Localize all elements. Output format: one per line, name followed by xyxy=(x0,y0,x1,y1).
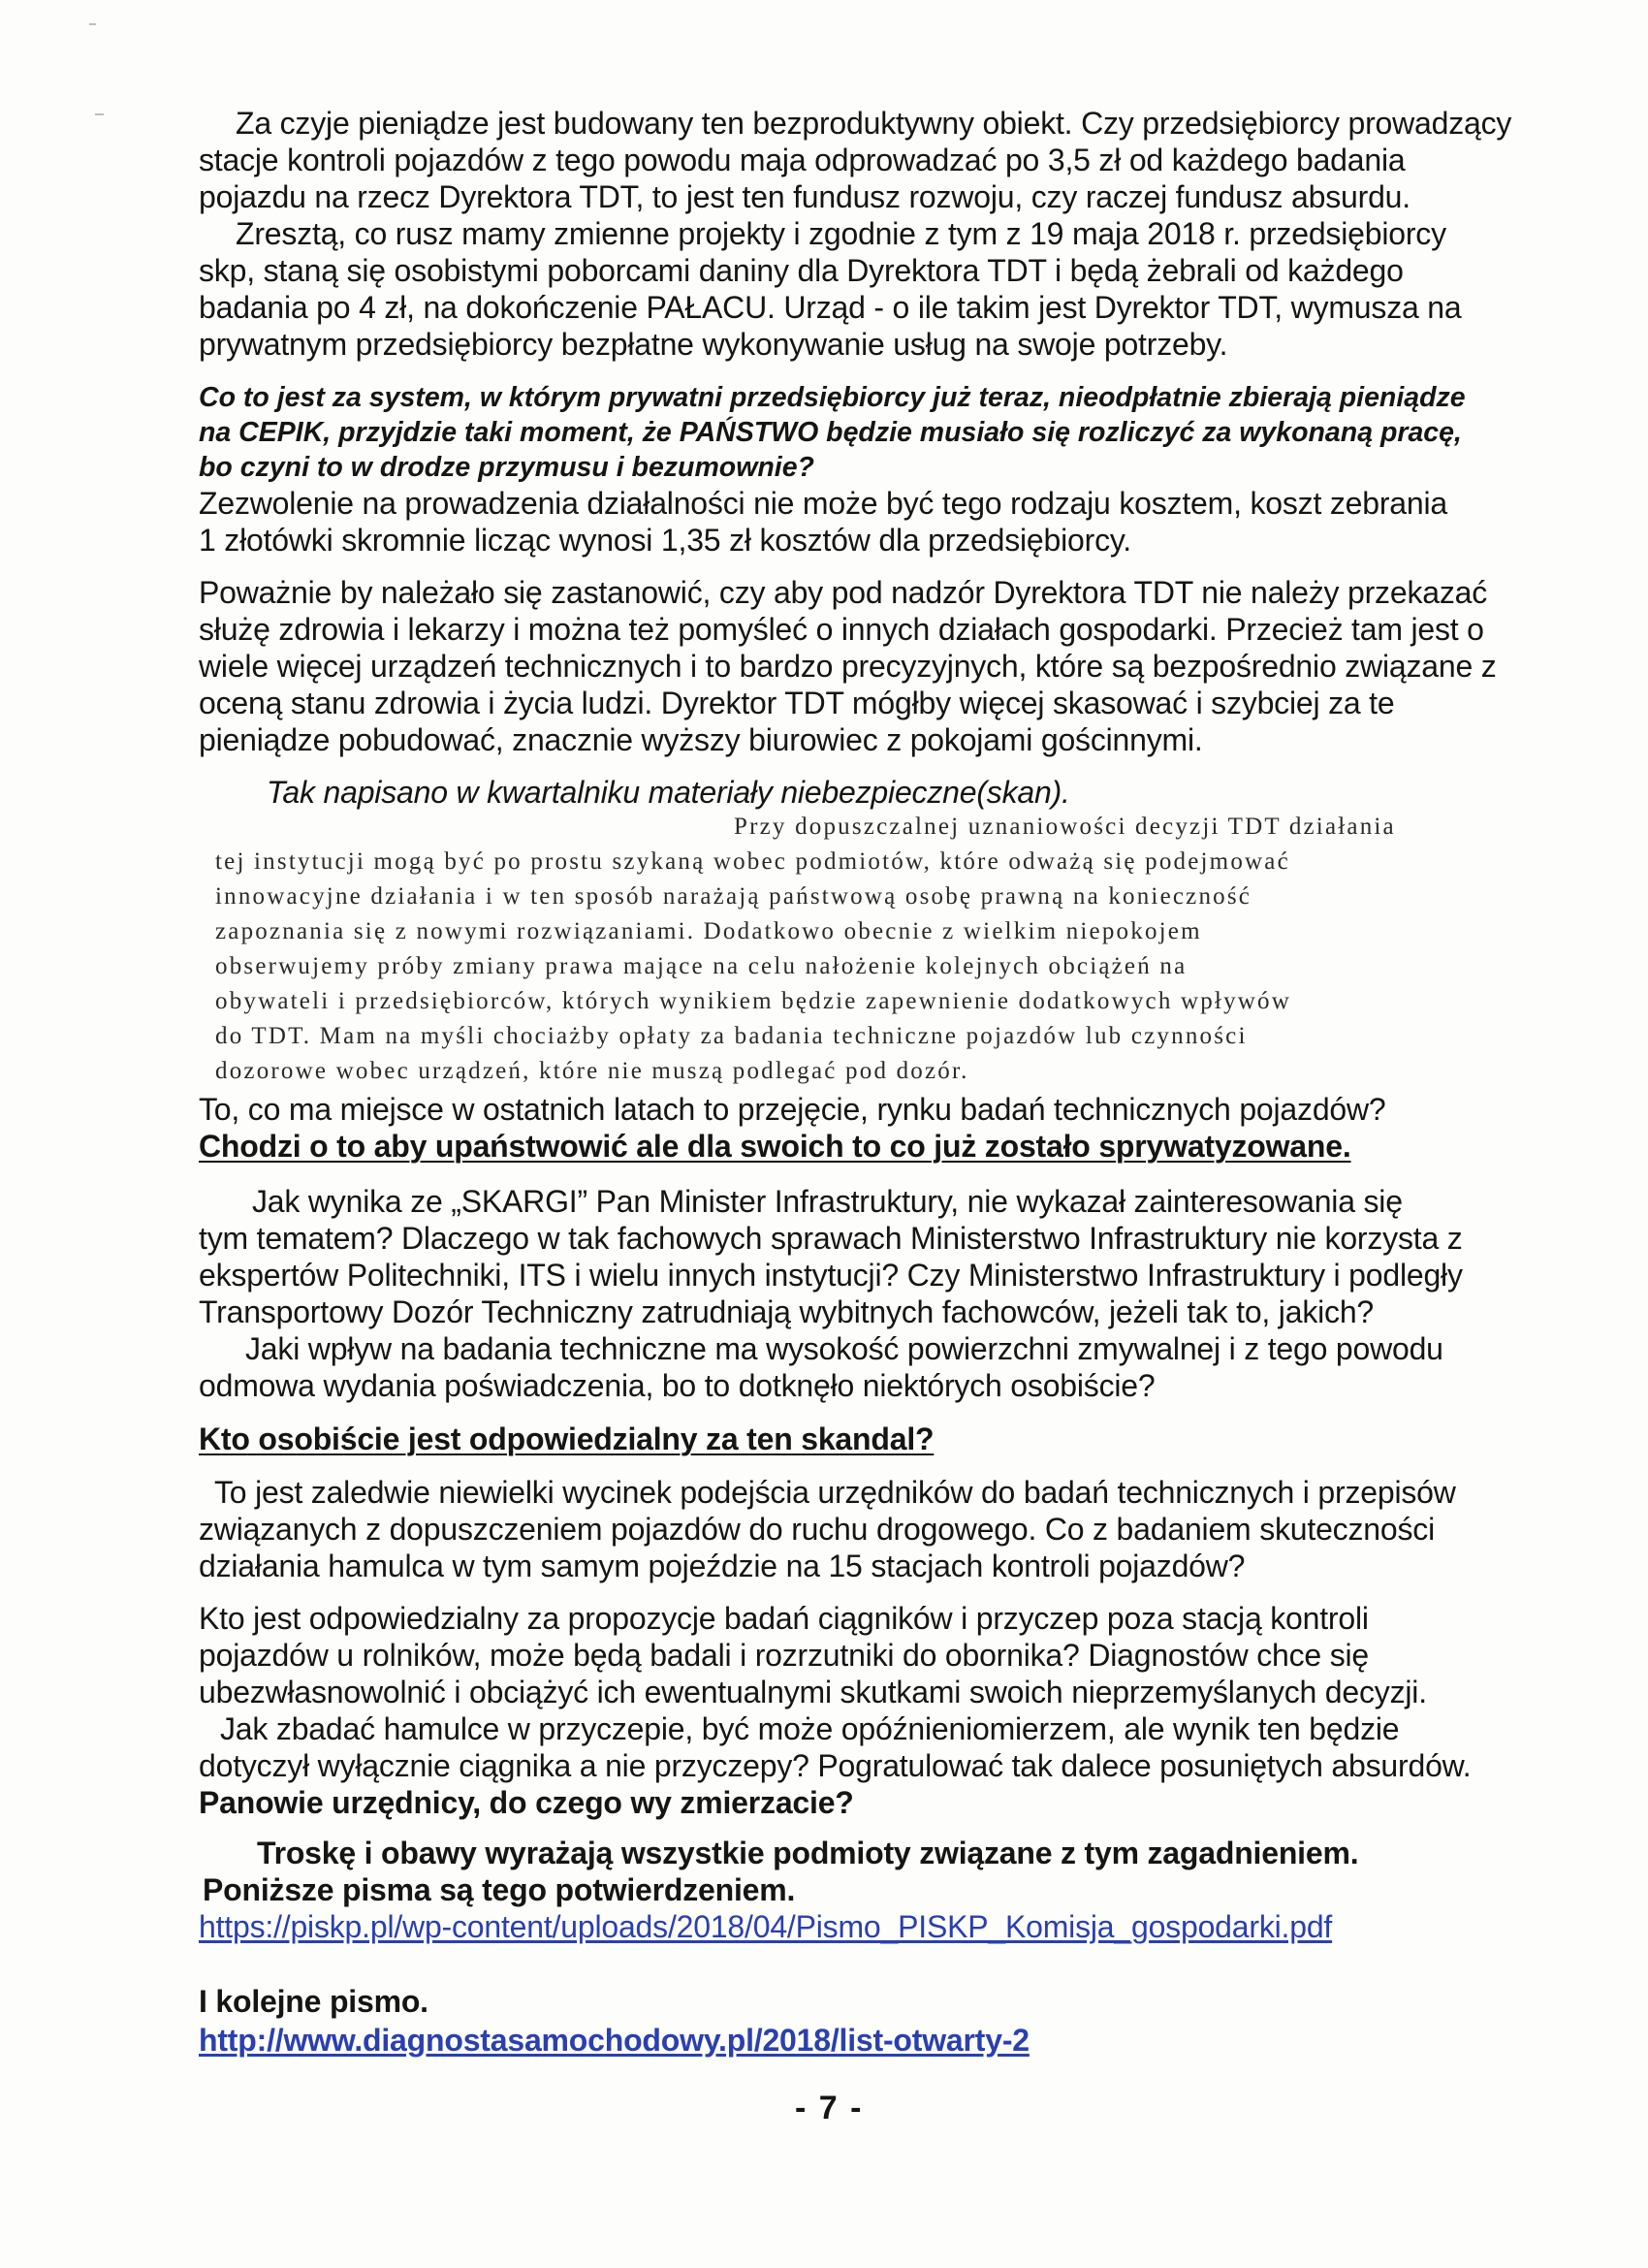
text-line: Jak wynika ze „SKARGI” Pan Minister Infrastruktury, nie wykazał zainteresowania się xyxy=(252,1184,1403,1219)
text-line: badania po 4 zł, na dokończenie PAŁACU. Urząd - o ile takim jest Dyrektor TDT, wymusza na xyxy=(199,290,1462,325)
text-line: działania hamulca w tym samym pojeździe na 15 stacjach kontroli pojazdów? xyxy=(199,1549,1246,1583)
paragraph-7 xyxy=(199,1183,1575,1330)
text-line: ekspertów Politechniki, ITS i wielu innych instytucji? Czy Ministerstwo Infrastruktury i podległy xyxy=(199,1258,1463,1293)
underlined-heading: Kto osobiście jest odpowiedzialny za ten skandal? xyxy=(199,1421,935,1456)
page-number: - 7 - xyxy=(795,2090,864,2126)
text-line: ubezwłasnowolnić i obciążyć ich ewentualnymi skutkami swoich nieprzemyślanych decyzji. xyxy=(199,1675,1427,1709)
paragraph-4 xyxy=(199,485,1575,559)
text-line: To, co ma miejsce w ostatnich latach to przejęcie, rynku badań technicznych pojazdów? xyxy=(199,1092,1386,1127)
text-line: prywatnym przedsiębiorcy bezpłatne wykonywanie usług na swoje potrzeby. xyxy=(199,327,1228,362)
paragraph-8 xyxy=(199,1330,1575,1404)
text-line: na CEPIK, przyjdzie taki moment, że PAŃSTWO będzie musiało się rozliczyć za wykonaną pracę, xyxy=(199,417,1462,448)
scan-speck xyxy=(89,23,96,25)
text-line: Troskę i obawy wyrażają wszystkie podmioty związane z tym zagadnieniem. xyxy=(257,1836,1359,1870)
scan-line: zapoznania się z nowymi rozwiązaniami. Dodatkowo obecnie z wielkim niepokojem xyxy=(215,918,1202,944)
scan-speck xyxy=(95,113,104,115)
text-line: skp, staną się osobistymi poborcami daniny dla Dyrektora TDT i będą żebrali od każdego xyxy=(199,253,1404,288)
scan-line: tej instytucji mogą być po prostu szykaną wobec podmiotów, które odważą się podejmować xyxy=(215,848,1290,875)
text-line: 1 złotówki skromnie licząc wynosi 1,35 zł kosztów dla przedsiębiorcy. xyxy=(199,523,1131,558)
text-line: To jest zaledwie niewielki wycinek podejścia urzędników do badań technicznych i przepisów xyxy=(214,1475,1456,1510)
text-line: związanych z dopuszczeniem pojazdów do ruchu drogowego. Co z badaniem skuteczności xyxy=(199,1512,1435,1547)
scan-line: dozorowe wobec urządzeń, które nie muszą podlegać pod dozór. xyxy=(215,1058,969,1084)
scan-line: obserwujemy próby zmiany prawa mające na celu nałożenie kolejnych obciążeń na xyxy=(215,953,1188,979)
scan-line: innowacyjne działania i w ten sposób narażają państwową osobę prawną na konieczność xyxy=(215,883,1252,910)
text-line: Jaki wpływ na badania techniczne ma wysokość powierzchni zmywalnej i z tego powodu xyxy=(245,1331,1443,1366)
text-line: oceną stanu zdrowia i życia ludzi. Dyrektor TDT mógłby więcej skasować i szybciej za te xyxy=(199,686,1395,720)
underlined-statement: Chodzi o to aby upaństwowić ale dla swoich to co już zostało sprywatyzowane. xyxy=(199,1129,1351,1164)
text-line: Poniższe pisma są tego potwierdzeniem. xyxy=(203,1872,796,1907)
text-line: Kto jest odpowiedzialny za propozycje badań ciągników i przyczep poza stacją kontroli xyxy=(199,1601,1369,1636)
text-line: pojazdów u rolników, może będą badali i rozrzutniki do obornika? Diagnostów chce się xyxy=(199,1638,1369,1673)
text-line: bo czyni to w drodze przymusu i bezumownie? xyxy=(199,452,814,483)
text-line: Za czyje pieniądze jest budowany ten bezproduktywny obiekt. Czy przedsiębiorcy prowadzący xyxy=(236,106,1512,141)
paragraph-1 xyxy=(199,105,1575,215)
text-line: tym tematem? Dlaczego w tak fachowych sprawach Ministerstwo Infrastruktury nie korzysta z xyxy=(199,1221,1463,1256)
text-line: Zresztą, co rusz mamy zmienne projekty i zgodnie z tym z 19 maja 2018 r. przedsiębiorcy xyxy=(236,216,1446,251)
text-line: Co to jest za system, w którym prywatni przedsiębiorcy już teraz, nieodpłatnie zbierają pieniądze xyxy=(199,382,1466,413)
text-line: pieniądze pobudować, znacznie wyższy biurowiec z pokojami gościnnymi. xyxy=(199,722,1203,757)
scanned-quote xyxy=(215,810,1580,1089)
text-line: służę zdrowia i lekarzy i można też pomyśleć o innych działach gospodarki. Przecież tam jest o xyxy=(199,612,1484,647)
paragraph-3-question xyxy=(199,380,1575,485)
paragraph-6 xyxy=(199,1091,1575,1165)
scan-line: obywateli i przedsiębiorców, których wynikiem będzie zapewnienie dodatkowych wpływów xyxy=(215,988,1291,1014)
paragraph-10 xyxy=(199,1600,1575,1821)
text-line: Poważnie by należało się zastanowić, czy aby pod nadzór Dyrektora TDT nie należy przekazać xyxy=(199,575,1488,610)
next-letter-label: I kolejne pismo. xyxy=(199,1984,428,2019)
paragraph-11 xyxy=(199,1835,1575,1908)
text-line: Transportowy Dozór Techniczny zatrudniają wybitnych fachowców, jeżeli tak to, jakich? xyxy=(199,1294,1375,1329)
text-line: wiele więcej urządzeń technicznych i to bardzo precyzyjnych, które są bezpośrednio związane z xyxy=(199,649,1497,684)
text-line: Jak zbadać hamulce w przyczepie, być może opóźnieniomierzem, ale wynik ten będzie xyxy=(220,1711,1400,1746)
link-row-1 xyxy=(199,1908,1575,1945)
text-line: Zezwolenie na prowadzenia działalności nie może być tego rodzaju kosztem, koszt zebrania xyxy=(199,486,1447,521)
text-line: odmowa wydania poświadczenia, bo to dotknęło niektórych osobiście? xyxy=(199,1368,1156,1403)
paragraph-5 xyxy=(199,574,1575,758)
link-row-2 xyxy=(199,2022,1575,2059)
scan-line: do TDT. Mam na myśli chociażby opłaty za badania techniczne pojazdów lub czynności xyxy=(215,1023,1248,1049)
quote-intro: Tak napisano w kwartalniku materiały niebezpieczne(skan). xyxy=(267,775,1070,810)
scan-line: Przy dopuszczalnej uznaniowości decyzji TDT działania xyxy=(734,814,1396,840)
text-line: pojazdu na rzecz Dyrektora TDT, to jest ten fundusz rozwoju, czy raczej fundusz absurdu. xyxy=(199,179,1410,214)
paragraph-9 xyxy=(199,1474,1575,1584)
open-letter-link[interactable]: http://www.diagnostasamochodowy.pl/2018/list-otwarty-2 xyxy=(199,2023,1030,2058)
text-line: dotyczył wyłącznie ciągnika a nie przyczepy? Pogratulować tak dalece posuniętych absurdów. xyxy=(199,1748,1472,1783)
text-line: stacje kontroli pojazdów z tego powodu maja odprowadzać po 3,5 zł od każdego badania xyxy=(199,143,1406,177)
text-line: Panowie urzędnicy, do czego wy zmierzacie? xyxy=(199,1785,854,1820)
pdf-link[interactable]: https://piskp.pl/wp-content/uploads/2018/04/Pismo_PISKP_Komisja_gospodarki.pdf xyxy=(199,1909,1333,1944)
paragraph-2 xyxy=(199,215,1575,363)
